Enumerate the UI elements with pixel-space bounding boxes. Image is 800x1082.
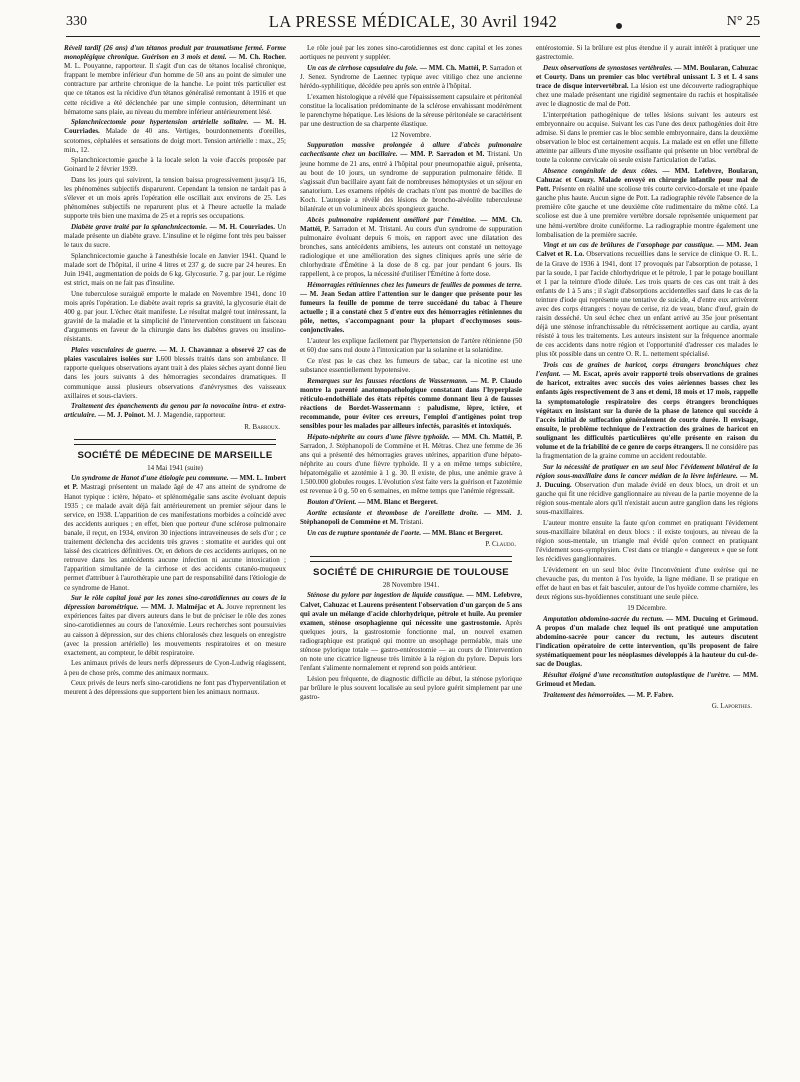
column-3 bbox=[536, 44, 758, 713]
article-synostoses: Deux observations de synostoses vertébrales. — MM. Boularan, Cahuzac et Courty. Dans un premier cas bloc vertébral unissant L 3 et L 4 sans trace de disque intervertébral. La lésion est une découverte radiographique chez une malade présentant une rigidité segmentaire du rachis et hospitalisée avec le diagnostic de mal de Pott. bbox=[536, 63, 759, 109]
article-cirrhose-capsulaire: Un cas de cirrhose capsulaire du foie. — MM. Ch. Mattéi, P. Sarradon et J. Senez. Syndrome de Laennec typique avec vitiligo chez une ancienne hérédo-syphilitique, décédée peu après son entrée à l'hôpital. bbox=[300, 63, 522, 90]
article-title: Suppuration massive prolongée à allure d'abcès pulmonaire cachectisante chez un bacillaire. bbox=[300, 141, 522, 159]
article-title: Réveil tardif (26 ans) d'un tétanos produit par traumatisme fermé. Forme monoplégique chronique. Guérison en 3 mois et demi. bbox=[64, 44, 286, 62]
column-1 bbox=[64, 44, 286, 699]
article-graines-haricot: Trois cas de graines de haricot, corps étrangers bronchiques chez l'enfant. — M. Escat, après avoir rapporté trois observations de graines de haricot, extraites avec succès des voies aériennes basses chez les enfants âgés respectivement de 3 ans et demi, 18 mois et 17 mois, rappelle la symptomatologie respiratoire des corps étrangers bronchiques végétaux en insistant sur la durée de la phase de latence qui succède à l'accès initial de suffocation généralement de courte durée. Il envisage, ensuite, le problème technique de l'extraction des graines de haricot en soulignant les difficultés particulières qu'elle présente en raison du volume et de la friabilité de ce genre de corps étrangers. Il ne considère pas la fragmentation de la graine comme un accident redoutable. bbox=[536, 361, 758, 461]
article-title: Plaies vasculaires de guerre. bbox=[71, 346, 157, 355]
article-rupture-aorte bbox=[300, 529, 522, 538]
article-hepato-nephrite: Hépato-néphrite au cours d'une fièvre typhoïde. — MM. Ch. Mattéi, P. Sarradon, J. Stéphanopoli de Commène et H. Métras. Chez une femme de 36 ans qui a présenté des hémorragies graves utérines, apparition d'une hépato-néphrite au cours d'une fièvre typhoïde. Il y a en même temps subictère, hépatomégalie et azotémie à 1 g. 30. Il existe, de plus, une anémie grave à 1.500.000 globules rouges. L'évolution s'est faite vers la guérison et l'azotémie est revenue à 0 g. 50 en 6 semaines, en même temps que l'anémie régressait. bbox=[300, 432, 522, 496]
article-authors: — M. H. Courriades. bbox=[64, 118, 286, 136]
article-title: Vingt et un cas de brûlures de l'œsophage par caustique. bbox=[543, 241, 715, 250]
article-authors: — M. H. Courriades. bbox=[207, 223, 276, 232]
paragraph: Splanchnicectomie gauche à l'anesthésie locale en Janvier 1941. Quand le malade sort de l'hôpital, il urine 4 litres et 237 g. de sucre par 24 heures. En Juin 1941, augmentation de poids de 6 kg. Glycosurie. 7 g. par jour. Le régime est strict, mais on ne fait pas d'insuline. bbox=[64, 252, 286, 288]
article-authors: — MM. P. Sarradon et M. bbox=[397, 150, 485, 159]
article-authors: — MM. Grimoud et Medan. bbox=[536, 670, 758, 688]
article-authors: — MM. Lefebvre, Calvet, Cahuzac et Laurens présentent l'observation d'un garçon de 5 ans qui avale un mélange d'acide chlorhydrique, pétrole et huile. Au premier examen, sténose œsophagienne qui nécessite une gastrostomie. bbox=[300, 591, 522, 627]
author-signature: P. Claudo. bbox=[485, 539, 516, 548]
paragraph: L'auteur montre ensuite la faute qu'on commet en pratiquant l'évidement sous-maxillaire bilatéral en deux blocs : il existe toujours, au niveau de la région sous-mentale, un triangle mal évidé qu'on connect en pratiquant l'évidement sous-symphysien. C'est dans ce triangle « dangereux » que se font les récidives ganglionnaires. bbox=[536, 518, 758, 564]
paragraph: Le rôle joué par les zones sino-carotidiennes est donc capital et les zones aortiques ne peuvent y suppléer. bbox=[300, 44, 522, 62]
article-title: Diabète grave traité par la splanchnicectomie. bbox=[71, 223, 208, 232]
article-authors: — MM. Ch. Mattéi, P. bbox=[300, 215, 522, 233]
session-date: 19 Décembre. bbox=[627, 603, 667, 612]
article-authors: — MM. L. Imbert et P. bbox=[64, 474, 286, 492]
paragraph: L'examen histologique a révélé que l'épaississement capsulaire et péritonéal constitue la localisation prédominante de la sclérose envahissant modérément le parenchyme hépatique. Les lésions de la séreuse péritonéale se caractérisent par une destruction de sa charpente élastique. bbox=[300, 92, 522, 128]
article-authors: — M. Jean Sedan attire l'attention sur le danger que présente pour les fumeurs la feuille de pomme de terre succédané du tabac à l'heure actuelle ; il a constaté chez 5 d'entre eux des hémorragies rétiniennes du pôle, nettes, s'accompagnant pour la plupart d'ecchymoses sous-conjonctivales. bbox=[300, 290, 522, 335]
article-authors: — MM. J. Stéphanopoli de Commène et M. bbox=[300, 508, 522, 526]
article-hemorragies-retiniennes bbox=[300, 281, 522, 336]
paragraph: Une tuberculose suraiguë emporte le malade en Novembre 1941, donc 10 mois après l'opération. Le diabète avait repris sa gravité, la glycosurie était de 400 g. par jour. L'échec était manifeste. Le résultat malgré tout intéressant, la gravité de la maladie et la simplicité de l'intervention constituent un faisceau d'arguments en faveur de la chirurgie dans les diabètes graves ou insulino-résistants. bbox=[64, 290, 286, 344]
article-absence-cotes: Absence congénitale de deux côtes. — MM. Lefebvre, Boularan, Cahuzac et Couzy. Malade envoyé en chirurgie infantile pour mal de Pott. Présente en réalité une scoliose très courte cervico-dorsale et une épaule gauche plus haute. Aucun signe de Pott. La radiographie révèle l'absence de la première côte gauche et une deuxième côte rudimentaire du même côté. La scoliose est due à une première vertèbre dorsale représentée uniquement par une hémi-vertèbre droite cunéiforme. La radiographie montre également une lombalisation de la première sacrée. bbox=[536, 167, 758, 239]
paragraph: Dans les jours qui suivirent, la tension baissa progressivement jusqu'à 16, les phénomènes subjectifs disparurent. Cependant la tension ne tardait pas à s'élever et un mois après l'opération elle oscillait aux environs de 25. Les phénomènes subjectifs ne reparurent plus et à l'heure actuelle la malade supporte très bien une maxima de 25 et a repris ses occupations. bbox=[64, 176, 286, 221]
article-authors: — M. P. Fabre. bbox=[625, 690, 674, 699]
article-authors: — MM. Blanc et Bergeret. bbox=[421, 528, 503, 537]
article-title: Trois cas de graines de haricot, corps étrangers bronchiques chez l'enfant. bbox=[536, 361, 758, 379]
paragraph: Les animaux privés de leurs nerfs dépresseurs de Cyon-Ludwig réagissent, à peu de chose près, comme des animaux normaux. bbox=[64, 659, 286, 677]
article-authors: — M. J. Chavannaz a observé 27 cas de plaies vasculaires isolées sur 1. bbox=[64, 346, 286, 364]
article-splanchnicectomie-hypertension: Splanchnicectomie pour hypertension artérielle solitaire. — M. H. Courriades. Malade de 40 ans. Vertiges, bourdonnements d'oreilles, scotomes, céphalées et sensations de doigt mort. Tension artérielle : max., 25; min., 12. bbox=[64, 118, 286, 154]
article-plaies-vasculaires: Plaies vasculaires de guerre. — M. J. Chavannaz a observé 27 cas de plaies vasculaires isolées sur 1.600 blessés traités dans son ambulance. Il rapporte quelques observations ayant trait à des plaies sèches ayant donné lieu dans les jours suivants à des hémorragies secondaires dramatiques. Il communique aussi plusieurs observations d'anévrysmes des vaisseaux axillaires et sous-claviers. bbox=[64, 346, 286, 400]
society-date: 28 Novembre 1941. bbox=[382, 580, 440, 589]
article-abces-emetine: Abcès pulmonaire rapidement amélioré par l'émétine. — MM. Ch. Mattéi, P. Sarradon et M. Tristani. Au cours d'un syndrome de suppuration pulmonaire évoluant depuis 6 mois, en rapport avec une dilatation des bronches, sans antécédents amibiens, les auteurs ont constaté un nettoyage radiologique et une amélioration des signes cliniques après une série de chlorhydrate d'Émétine à la dose de 8 cg. par jour pendant 6 jours. Ils rappellent, à ce propos, la nécessité d'utiliser l'Émétine à forte dose. bbox=[300, 215, 522, 279]
article-brulures-oesophage: Vingt et un cas de brûlures de l'œsophage par caustique. — MM. Jean Calvet et R. Lo. Observations recueillies dans le service de clinique O. R. L. de la Grave de 1936 à 1941, dont 17 provoqués par l'absorption de potasse, 1 par la soude, 1 par l'acide chlorhydrique et le pétrole, 1 par le potage bouillant et 1 par la teinture d'iode diluée. Les trois quarts de ces cas ont trait à des enfants de 1 à 5 ans ; il s'agit d'absorptions accidentelles sauf dans le cas de la teinture d'iode qui représente une tentative de suicide, 4 d'entre eux arrivèrent avec des corps étrangers : noyau de cerise, riz de veau, blanc d'œuf, grain de raisin desséché. Un seul échec chez un enfant arrivé au 35e jour présentant déjà une sténose infranchissable du rétrécissement aortique au cardia, ayant résisté à tous les traitements. Les auteurs insistent sur la fréquence anormale de ces accidents dans notre région et l'opportunité d'adresser ces malades le plus tôt possible dans un centre O. R. L. nettement spécialisé. bbox=[536, 241, 758, 359]
paragraph: Lésion peu fréquente, de diagnostic difficile au début, la sténose pylorique par brûlure le plus souvent localisée au seul pylore guérit simplement par une gastro- bbox=[300, 674, 522, 702]
article-stenose-pylore: Sténose du pylore par ingestion de liquide caustique. — MM. Lefebvre, Calvet, Cahuzac et Laurens présentent l'observation d'un garçon de 5 ans qui avale un mélange d'acide chlorhydrique, pétrole et huile. Au premier examen, sténose œsophagienne qui nécessite une gastrostomie. Après quelques jours, la gastrostomie fonctionne mal, un nouvel examen radiographique est pratiqué qui montre un œsophage perméable, mais une sténose pylorique totale — gastro-entérostomie — au cours de l'intervention on note une cicatrice ligneuse très limitée à la région du pylore. Depuis lors l'enfant s'alimente normalement et reprend son poids antérieur. bbox=[300, 591, 523, 673]
article-tetanos: Réveil tardif (26 ans) d'un tétanos produit par traumatisme fermé. Forme monoplégique chronique. Guérison en 3 mois et demi. — M. Ch. Rocher. M. L. Pouyanne, rapporteur. Il s'agit d'un cas de tétanos localisé chronique, frappant le membre inférieur d'un homme de 50 ans au point de simuler une contracture par arthrite chronique de la hanche. Le point très particulier est que ce tétanos est la récidive d'un tétanos généralisé remontant à 1916 et que cette récidive a été déclenchée par une simple contusion, déterminant un hématome sans plaie, au niveau du membre inférieur antérieurement lésé. bbox=[64, 44, 287, 116]
column-2 bbox=[300, 44, 522, 704]
paragraph: L'évidement en un seul bloc évite l'inconvénient d'une exérèse qui ne chevauche pas, du menton à l'os hyoïde, la ligne médiane. Il se pratique en effet de haut en bas et fait basculer, autour de l'os hyoïde comme charnière, les deux régions sus-hyoïdiennes constituant une seule pièce. bbox=[536, 566, 758, 602]
dot-ornament bbox=[616, 23, 622, 29]
article-authors: — M. J. Ducuing. bbox=[536, 471, 758, 489]
article-title: Deux observations de synostoses vertébrales. bbox=[543, 63, 673, 72]
article-title: Un cas de rupture spontanée de l'aorte. bbox=[307, 528, 422, 537]
article-suppuration: Suppuration massive prolongée à allure d'abcès pulmonaire cachectisante chez un bacillaire. — MM. P. Sarradon et M. Tristani. Un jeune homme de 21 ans, entré à l'hôpital pour pneumopathie aiguë, présenta, au bout de 10 jours, un syndrome de suppuration pulmonaire fétide. Il s'agissait d'un bacillaire ayant fait de nombreuses hémoptysies et un séjour en sanatorium. Les examens répétés de crachats n'ont pas montré de bacilles de Koch. L'autopsie a révélé des lésions de broncho-alvéolite tuberculeuse bilatérale et un volumineux abcès spongieux gauche. bbox=[300, 141, 522, 213]
session-date: 12 Novembre. bbox=[390, 130, 432, 139]
article-title: Traitement des hémorroïdes. bbox=[543, 690, 626, 699]
article-authors: — M. Ch. Rocher. bbox=[226, 53, 287, 62]
article-title: Hépato-néphrite au cours d'une fièvre typhoïde. bbox=[307, 432, 450, 441]
article-authors: — MM. Ch. Mattéi, P. bbox=[417, 63, 488, 72]
page-header bbox=[66, 10, 760, 37]
article-authors: — MM. Lefebvre, Boularan, Cahuzac et Couzy. Malade envoyé en chirurgie infantile pour mal de Pott. bbox=[536, 167, 758, 194]
paragraph: Ceux privés de leurs nerfs sino-carotidiens ne font pas d'hyperventilation et meurent à des dépressions que supportent bien les animaux normaux. bbox=[64, 679, 286, 697]
section-divider bbox=[310, 556, 512, 562]
article-title: Traitement des épanchements du genou par la novocaïne intra- et extra-articulaire. bbox=[64, 402, 286, 420]
society-heading: SOCIÉTÉ DE CHIRURGIE DE TOULOUSE bbox=[313, 566, 509, 578]
article-title: Sténose du pylore par ingestion de liquide caustique. bbox=[307, 591, 465, 600]
article-hanot: Un syndrome de Hanot d'une étiologie peu commune. — MM. L. Imbert et P. Mastragi présentent un malade âgé de 47 ans atteint de syndrome de Hanot typique : ictère, hépato- et splénomégalie sans ascite évoluant depuis 1935 ; ce malade avait déjà fait antérieurement un premier séjour dans le service, en 1938. L'apparition de ces manifestations morbides a coïncidé avec des accidents auriques ; en effet, bien que porteur d'une sclérose pulmonaire banale, il reçut, en 1934, environ 30 injections intraveineuses de sels d'or ; ce traitement déclencha des accidents très graves : stomatite et aurides qui ont laissé des cicatrices définitives. Or, en dehors de ces accidents auriques, on ne retrouve dans les antécédents aucune infection ni aucune intoxication ; l'apparition simultanée de la cirrhose et des accidents cutanéo-muqueux permet d'attribuer à l'aurothérapie une part de responsabilité dans l'étiologie de ce syndrome de Hanot. bbox=[64, 474, 286, 592]
article-bouton-orient bbox=[300, 498, 522, 507]
article-title: Splanchnicectomie pour hypertension artérielle solitaire. bbox=[71, 118, 249, 127]
article-evidement: Sur la nécessité de pratiquer en un seul bloc l'évidement bilatéral de la région sous-maxillaire dans le cancer médian de la lèvre inférieure. — M. J. Ducuing. Observation d'un malade évidé en deux blocs, un droit et un gauche qui fit une récidive ganglionnaire au niveau de la partie moyenne de la région sous-mentale alors qu'il n'existait aucun autre ganglion dans les régions sous-maxillaires. bbox=[536, 462, 758, 517]
article-title: Bouton d'Orient. bbox=[307, 498, 357, 507]
article-title: Sur la nécessité de pratiquer en un seul bloc l'évidement bilatéral de la région sous-maxillaire dans le cancer médian de la lèvre inférieure. bbox=[536, 462, 758, 480]
article-title: Aortite ectasiante et thrombose de l'oreillette droite. bbox=[307, 508, 479, 517]
author-signature: R. Barroux. bbox=[244, 422, 280, 431]
article-title: Abcès pulmonaire rapidement amélioré par l'émétine. bbox=[307, 215, 477, 224]
article-title: Un syndrome de Hanot d'une étiologie peu commune. bbox=[71, 474, 229, 483]
newspaper-title: LA PRESSE MÉDICALE, 30 Avril 1942 bbox=[268, 12, 558, 31]
society-heading: SOCIÉTÉ DE MÉDECINE DE MARSEILLE bbox=[77, 449, 273, 461]
article-authors: — M. J. Poinot. bbox=[96, 411, 146, 420]
article-authors: — MM. Ch. Mattéi, P. bbox=[449, 432, 522, 441]
paragraph: Ce n'est pas le cas chez les fumeurs de tabac, car la nicotine est une substance essentiellement hypotensive. bbox=[300, 356, 522, 374]
article-authors: — MM. Blanc et Bergeret. bbox=[356, 498, 438, 507]
article-diabete: Diabète grave traité par la splanchnicectomie. — M. H. Courriades. Un malade présente un diabète grave. L'insuline et le régime font très peu baisser le taux du sucre. bbox=[64, 223, 286, 250]
article-authors: — MM. Ducuing et Grimoud. A propos d'un malade chez lequel ils ont pratiqué une amputation abdomino-sacrée pour cancer du rectum, les auteurs discutent l'indication opératoire de cette intervention, qu'ils proposent de faire systématiquement pour les néoplasmes développés à la hauteur du cul-de-sac de Douglas. bbox=[536, 614, 758, 669]
article-uretre bbox=[536, 671, 758, 689]
article-title: Amputation abdomino-sacrée du rectum. bbox=[543, 614, 664, 623]
paragraph: L'auteur les explique facilement par l'hypertension de l'artère rétinienne (50 et 60) due sans nul doute à l'intoxication par la solanine et la solanidine. bbox=[300, 337, 522, 355]
article-epanchements-genou: Traitement des épanchements du genou par la novocaïne intra- et extra-articulaire. — M. J. Poinot. M. J. Magendie, rapporteur. bbox=[64, 402, 286, 420]
article-title: Absence congénitale de deux côtes. bbox=[543, 167, 658, 175]
article-authors: — MM. Jean Calvet et R. Lo. bbox=[536, 241, 758, 259]
article-authors: — MM. J. Malméjac et A. bbox=[138, 603, 224, 612]
article-title: Un cas de cirrhose capsulaire du foie. bbox=[307, 63, 418, 72]
paragraph: L'interprétation pathogénique de telles lésions suivant les auteurs est embryonnaire ou acquise. Suivant les cas l'une des deux pathogénies doit être admise. Si dans le premier cas le bloc semble embryonnaire, dans la deuxième observation le bloc est certainement acquis. La malade est en effet une fillette atteinte par ailleurs d'une myosite ossifiante qui présente un bloc vertébral de toute la colonne cervicale où seule existe l'articulation de l'atlas. bbox=[536, 110, 758, 165]
section-divider bbox=[74, 439, 276, 445]
society-date: 14 Mai 1941 (suite) bbox=[147, 463, 203, 472]
article-title: Hémorragies rétiniennes chez les fumeurs de feuilles de pommes de terre. bbox=[307, 280, 522, 289]
article-authors: — MM. Boularan, Cahuzac et Courty. Dans un premier cas bloc vertébral unissant L 3 et L 4 sans trace de disque intervertébral. bbox=[536, 63, 758, 90]
article-sino-carotidiennes: Sur le rôle capital joué par les zones sino-carotidiennes au cours de la dépression barométrique. — MM. J. Malméjac et A. Jouve reprennent les expériences faites par divers auteurs dans le but de préciser le rôle des zones sino-carotidiennes au cours de l'anoxémie. Leurs recherches sont poursuivies au caisson à dépression, sur des chiens chloralosés chez lesquels on enregistre (avec la pression artérielle) les mouvements respiratoires et on mesure exactement, au compteur, le débit respiratoire. bbox=[64, 594, 287, 657]
article-hemorroides bbox=[536, 691, 758, 700]
page-number: 330 bbox=[66, 14, 87, 29]
article-aortite: Aortite ectasiante et thrombose de l'oreillette droite. — MM. J. Stéphanopoli de Commène et M. Tristani. bbox=[300, 508, 522, 526]
article-title: Sur le rôle capital joué par les zones sino-carotidiennes au cours de la dépression barométrique. bbox=[64, 594, 286, 612]
author-signature: G. Laporthes. bbox=[711, 701, 752, 710]
paragraph: Splanchnicectomie gauche à la locale selon la voie d'accès proposée par Goinard le 2 février 1939. bbox=[64, 156, 286, 174]
article-amputation-rectum bbox=[536, 615, 758, 670]
article-title: Remarques sur les fausses réactions de Wassermann. bbox=[307, 376, 468, 385]
article-wassermann bbox=[300, 377, 522, 432]
issue-number: N° 25 bbox=[726, 14, 760, 29]
article-title: Résultat éloigné d'une reconstitution autoplastique de l'urètre. bbox=[543, 670, 731, 679]
paragraph: entérostomie. Si la brûlure est plus étendue il y aurait intérêt à pratiquer une gastrectomie. bbox=[536, 44, 758, 62]
article-authors: — M. Escat, après avoir rapporté trois observations de graines de haricot, extraites avec succès des voies aériennes basses chez les enfants âgés respectivement de 3 ans et demi, 18 mois et 17 mois, rappelle la symptomatologie respiratoire des corps étrangers bronchiques végétaux en insistant sur la durée de la phase de latence qui succède à l'accès initial de suffocation généralement de courte durée. Il envisage, ensuite, le problème technique de l'extraction des graines de haricot en soulignant les difficultés particulières qu'elle présente en raison du volume et de la friabilité de ce genre de corps étrangers. bbox=[536, 370, 758, 451]
article-authors: — M. P. Claudo montre la parenté anatomopathologique constatant dans l'hyperplasie réticulo-endothéliale des états répétés comme donnant lieu à de fausses réactions de Bordet-Wassermann : paludisme, lèpre, ictère, et recommande, pour éviter ces erreurs, l'emploi d'antigènes point trop sensibles pour les malades par ailleurs infectés, parasités et intoxiqués. bbox=[300, 376, 522, 431]
